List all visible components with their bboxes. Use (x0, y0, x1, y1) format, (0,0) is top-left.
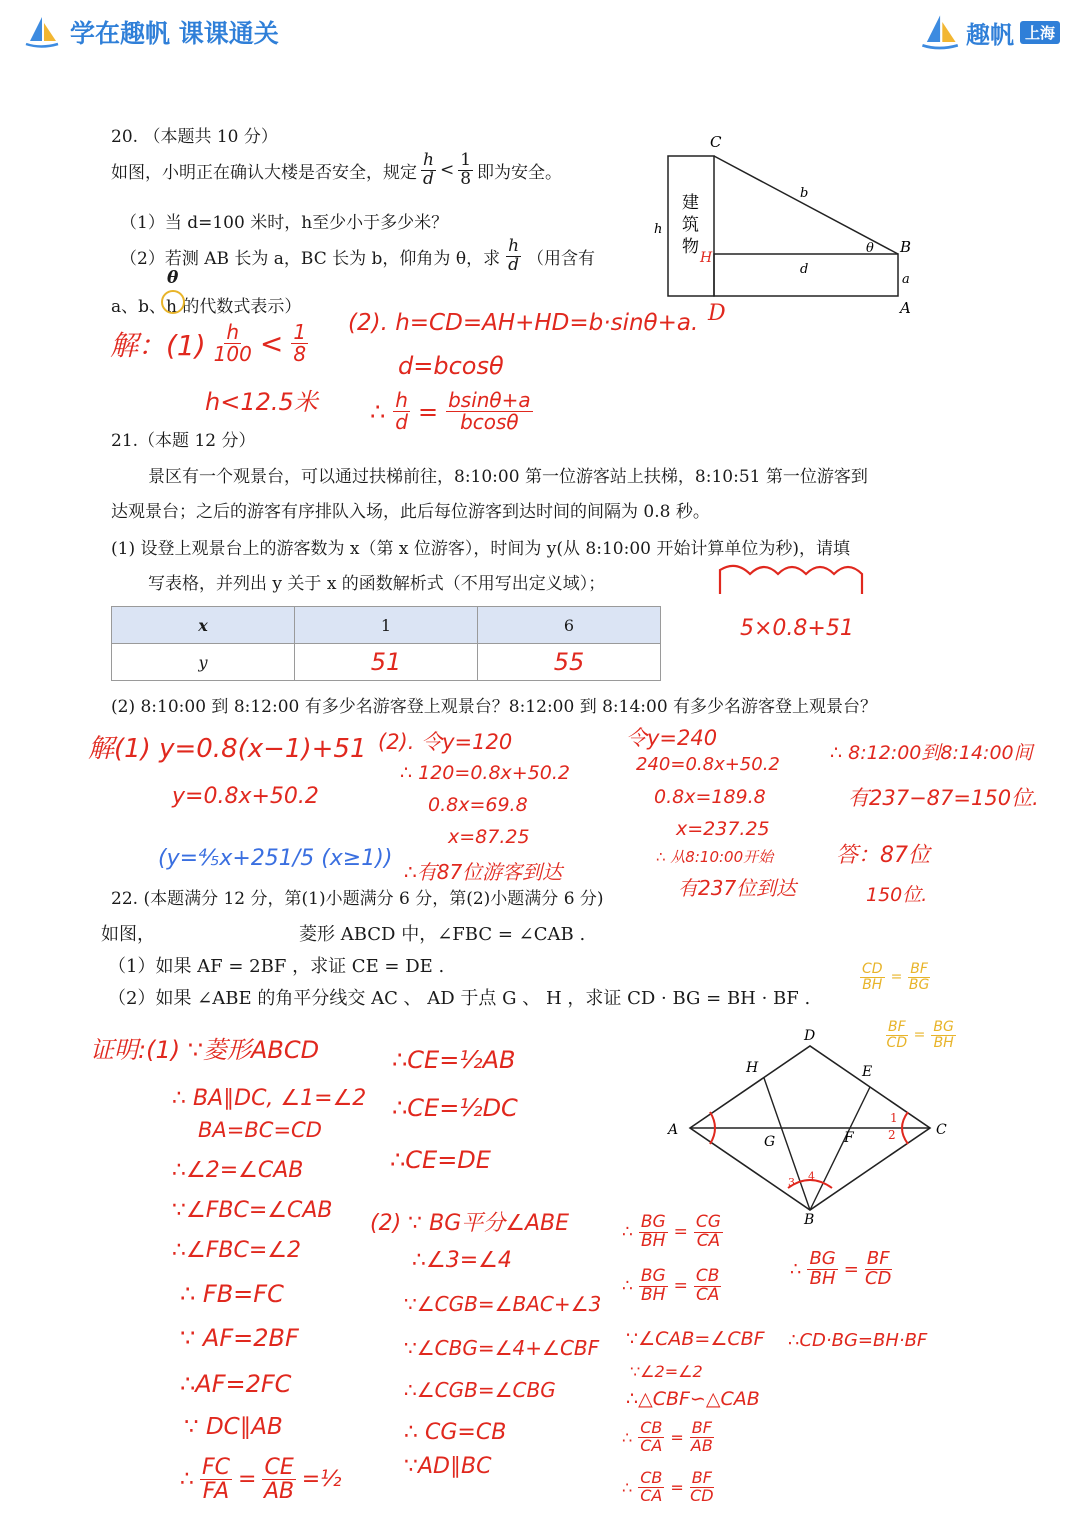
brand-left (22, 14, 279, 50)
table-cell: y (112, 644, 295, 681)
q20-part2 (120, 238, 595, 275)
q20-intro-pre: 如图，小明正在确认大楼是否安全，规定 (111, 162, 417, 183)
hand-q22-c4-f0: ∴ $\frac{BG}{BH}$ = $\frac{CG}{CA}$ (622, 1212, 721, 1251)
yellow-frac: $\frac{BF}{CD}$ (886, 1019, 908, 1051)
hand-q20-result: h<12.5米 (205, 388, 318, 416)
label-B: B (900, 238, 912, 256)
hand-q22-c1-2: BA=BC=CD (198, 1118, 322, 1142)
table-cell-input (295, 644, 478, 681)
hand-frac: $\frac{BF}{CD}$ (864, 1248, 892, 1289)
hand-D-mark: D (708, 301, 726, 326)
label-E: E (862, 1064, 873, 1080)
q20-part1: （1）当 d=100 米时，h至少小于多少米？ (120, 213, 449, 233)
hand-eq: = (417, 397, 439, 426)
hand-q20-1 (110, 322, 308, 365)
line-bc (714, 156, 898, 254)
hand-cell-55: 55 (553, 648, 585, 676)
hand-yellow-2: $\frac{BF}{CD}$ = $\frac{BG}{BH}$ (886, 1019, 954, 1051)
label-A: A (900, 299, 911, 317)
brand-right-text: 趣帆 (966, 20, 1014, 49)
hand-frac: $\frac{BG}{BH}$ (640, 1266, 666, 1305)
hand-q22-c2-1: ∴CE=½DC (392, 1094, 518, 1122)
sail-logo-icon (918, 12, 960, 52)
q20-title: 20. （本题共 10 分） (111, 127, 278, 147)
table-cell: x (112, 607, 295, 644)
hand-q22-c4-1: ∵∠2=∠2 (630, 1362, 703, 1381)
label-building-1: 建 (682, 193, 699, 213)
label-B: B (804, 1212, 815, 1228)
hand-q21-c1: 令y=240 (626, 726, 718, 750)
hand-frac-h100: $\frac{h}{100}$ (213, 320, 252, 366)
hand-jie: 解：(1) (110, 328, 206, 362)
q21-table (111, 606, 661, 681)
hand-q22-c3-6: ∵AD∥BC (404, 1454, 492, 1479)
hand-q22-c5-end: ∴CD·BG=BH·BF (788, 1330, 928, 1351)
label-C: C (936, 1122, 947, 1138)
hand-q21-b1: (2). 令y=120 (378, 730, 513, 754)
hand-frac: $\frac{CB}{CA}$ (695, 1266, 720, 1305)
hand-q21-a2: y=0.8x+50.2 (172, 784, 319, 809)
q21-part1-line2: 写表格，并列出 y 关于 x 的函数解析式（不用写出定义域）； (148, 574, 606, 594)
hand-q21-c4: x=237.25 (676, 818, 770, 840)
hand-frac: $\frac{CB}{CA}$ (640, 1468, 663, 1505)
hand-angle-2: 2 (888, 1128, 896, 1142)
q20-part2-line2: a、b、h 的代数式表示） (111, 297, 302, 317)
hand-q21-a1: 解(1) y=0.8(x−1)+51 (88, 734, 367, 764)
hand-frac: $\frac{BG}{BH}$ (809, 1248, 836, 1289)
hand-q22-c3-3: ∵∠CBG=∠4+∠CBF (404, 1336, 600, 1360)
q20-building-figure (654, 130, 920, 326)
hand-q22-c3-1: ∴∠3=∠4 (412, 1248, 512, 1273)
label-building-2: 筑 (682, 215, 699, 235)
hand-frac: $\frac{BF}{CD}$ (690, 1468, 714, 1505)
hand-cell-51: 51 (370, 648, 402, 676)
q21-line1: 景区有一个观景台，可以通过扶梯前往，8:10:00 第一位游客站上扶梯，8:10:51 第一位游客到 (148, 467, 868, 487)
hand-yellow-1: $\frac{CD}{BH}$ = $\frac{BF}{BG}$ (862, 961, 930, 993)
brand-left-text: 学在趣帆 课课通关 (70, 19, 279, 48)
q21-title: 21.（本题 12 分） (111, 431, 256, 451)
hand-therefore: ∴ (180, 1467, 194, 1493)
label-G: G (764, 1134, 776, 1150)
table-header-row (112, 607, 661, 644)
hand-q22-c1-9: ∵ DC∥AB (184, 1414, 283, 1440)
hand-q21-b3: 0.8x=69.8 (428, 794, 528, 816)
hand-q22-c2-2: ∴CE=DE (390, 1146, 491, 1174)
hand-angle-1: 1 (890, 1111, 898, 1125)
hand-circle-mark (160, 289, 186, 315)
hand-therefore: ∴ (370, 397, 386, 426)
table-cell-input (478, 644, 661, 681)
hand-q22-c1-4: ∵∠FBC=∠CAB (172, 1198, 333, 1223)
label-building-3: 物 (682, 237, 699, 257)
hand-q22-c3-4: ∴∠CGB=∠CBG (404, 1378, 556, 1402)
q22-line1: 菱形 ABCD 中，∠FBC = ∠CAB . (299, 924, 586, 945)
hand-q21-c5: ∴ 从8:10:00开始 (656, 848, 774, 866)
hand-q22-c1-5: ∴∠FBC=∠2 (172, 1238, 301, 1263)
hand-q22-c1-6: ∴ FB=FC (180, 1280, 284, 1308)
hand-q22-c3-0: (2) ∵ BG平分∠ABE (370, 1211, 570, 1236)
hand-angle-4: 4 (808, 1170, 815, 1183)
hand-q22-c1-last: ∴ $\frac{FC}{FA}$ = $\frac{CE}{AB}$ =½ (180, 1455, 342, 1505)
label-F: F (844, 1130, 854, 1146)
hand-q21-a3: (y=⅘x+251/5 (x≥1)) (158, 846, 393, 871)
hand-frac: $\frac{FC}{FA}$ (202, 1455, 231, 1505)
hand-q21-c6: 有237位到达 (678, 876, 797, 900)
hand-tick-arcs (714, 562, 874, 602)
hand-q21-b5: ∴有87位游客到达 (404, 860, 563, 884)
hand-q22-c1-0: 证明:(1) ∵菱形ABCD (90, 1036, 320, 1064)
less-than: < (439, 160, 455, 181)
hand-q21-d4: 150位. (866, 884, 928, 906)
hand-lt: < (259, 327, 284, 360)
label-a: a (902, 272, 910, 287)
yellow-frac: $\frac{CD}{BH}$ (862, 961, 883, 993)
q20-frac-18: $\frac{1}{8}$ (460, 150, 472, 189)
segment-be (810, 1087, 870, 1210)
q22-part2: （2）如果 ∠ABE 的角平分线交 AC 、 AD 于点 G 、 H ，求证 CD · BG = BH · BF . (108, 988, 811, 1009)
q20-intro-post: 即为安全。 (477, 162, 563, 183)
hand-H-mark: H (700, 250, 713, 266)
hand-q22-c3-5: ∴ CG=CB (404, 1420, 507, 1445)
q22-part1: （1）如果 AF = 2BF ，求证 CE = DE . (108, 956, 445, 977)
hand-q22-c4-2: ∴△CBF∽△CAB (626, 1388, 760, 1410)
label-d: d (800, 262, 809, 277)
table-row (112, 644, 661, 681)
hand-q22-c2-0: ∴CE=½AB (392, 1046, 516, 1074)
hand-q22-c1-1: ∴ BA∥DC, ∠1=∠2 (172, 1086, 367, 1111)
hand-q21-b4: x=87.25 (448, 826, 530, 848)
hand-q22-c4-f3: ∴ $\frac{CB}{CA}$ = $\frac{BF}{CD}$ (622, 1468, 714, 1505)
hand-theta-mark: θ (167, 268, 179, 288)
hand-side-calc: 5×0.8+51 (740, 616, 854, 641)
hand-q21-d3: 答：87位 (836, 843, 930, 868)
hand-q21-c3: 0.8x=189.8 (654, 786, 766, 808)
q20-frac-hd-2: $\frac{h}{d}$ (508, 236, 520, 275)
q20-part2-post: （用含有 (527, 248, 596, 269)
q20-part2-pre: （2）若测 AB 长为 a，BC 长为 b，仰角为 θ，求 (120, 248, 501, 269)
hand-frac-18: $\frac{1}{8}$ (293, 320, 307, 366)
label-theta: θ (866, 241, 874, 256)
hand-frac: $\frac{BG}{BH}$ (640, 1212, 666, 1251)
hand-q21-d1: ∴ 8:12:00到8:14:00间 (830, 742, 1033, 764)
hand-frac: $\frac{BF}{AB}$ (690, 1418, 713, 1455)
q22-title: 22. (本题满分 12 分，第(1)小题满分 6 分，第(2)小题满分 6 分) (111, 889, 604, 909)
hand-q22-c4-f2: ∴ $\frac{CB}{CA}$ = $\frac{BF}{AB}$ (622, 1418, 713, 1455)
table-cell: 6 (478, 607, 661, 644)
hand-q21-d2: 有237−87=150位. (848, 786, 1039, 810)
hand-frac: $\frac{CG}{CA}$ (695, 1212, 721, 1251)
hand-q22-c4-0: ∵∠CAB=∠CBF (626, 1328, 765, 1350)
hand-frac: $\frac{CE}{AB}$ (264, 1455, 295, 1505)
region-badge: 上海 (1020, 21, 1060, 44)
hand-q22-c1-8: ∴AF=2FC (180, 1370, 292, 1398)
hand-q21-b2: ∴ 120=0.8x+50.2 (400, 762, 570, 784)
table-cell: 1 (295, 607, 478, 644)
hand-frac-result: $\frac{bsin\theta+a}{bcos\theta}$ (448, 388, 531, 434)
hand-q22-c5-f: ∴ $\frac{BG}{BH}$ = $\frac{BF}{CD}$ (790, 1248, 892, 1289)
brand-right (918, 12, 1060, 52)
label-b: b (800, 186, 809, 201)
hand-frac-hd: $\frac{h}{d}$ (395, 388, 408, 434)
yellow-frac: $\frac{BF}{BG}$ (908, 961, 930, 993)
sail-logo-icon (22, 15, 60, 49)
hand-q22-c1-7: ∵ AF=2BF (180, 1324, 299, 1352)
label-c: C (710, 133, 722, 151)
hand-frac: $\frac{CB}{CA}$ (640, 1418, 663, 1455)
label-D: D (804, 1028, 816, 1044)
hand-q21-c2: 240=0.8x+50.2 (636, 754, 780, 775)
label-H: H (746, 1060, 759, 1076)
hand-q22-c3-2: ∵∠CGB=∠BAC+∠3 (404, 1292, 602, 1316)
hand-q20-2c (370, 390, 533, 433)
hand-q22-c4-f1: ∴ $\frac{BG}{BH}$ = $\frac{CB}{CA}$ (622, 1266, 720, 1305)
hand-half: =½ (301, 1467, 342, 1493)
q20-frac-hd: $\frac{h}{d}$ (423, 150, 434, 189)
q21-part2: (2) 8:10:00 到 8:12:00 有多少名游客登上观景台？8:12:00 到 8:14:00 有多少名游客登上观景台？ (111, 697, 878, 717)
label-A: A (668, 1122, 679, 1138)
q21-line2: 达观景台；之后的游客有序排队入场，此后每位游客到达时间的间隔为 0.8 秒。 (111, 502, 710, 522)
q22-rhombus-figure (660, 1019, 960, 1232)
hand-q22-c1-3: ∴∠2=∠CAB (172, 1158, 304, 1183)
hand-angle-3: 3 (788, 1176, 795, 1189)
q21-part1-line1: (1) 设登上观景台上的游客数为 x（第 x 位游客），时间为 y(从 8:10:00 开始计算单位为秒)，请填 (111, 539, 850, 559)
q22-line1-pre: 如图， (101, 924, 155, 945)
hand-q20-2b: d=bcosθ (398, 352, 504, 380)
yellow-frac: $\frac{BG}{BH}$ (933, 1019, 954, 1051)
q20-intro (111, 152, 562, 189)
hand-q20-2a: (2). h=CD=AH+HD=b·sinθ+a. (348, 310, 699, 336)
label-h: h (654, 222, 663, 237)
